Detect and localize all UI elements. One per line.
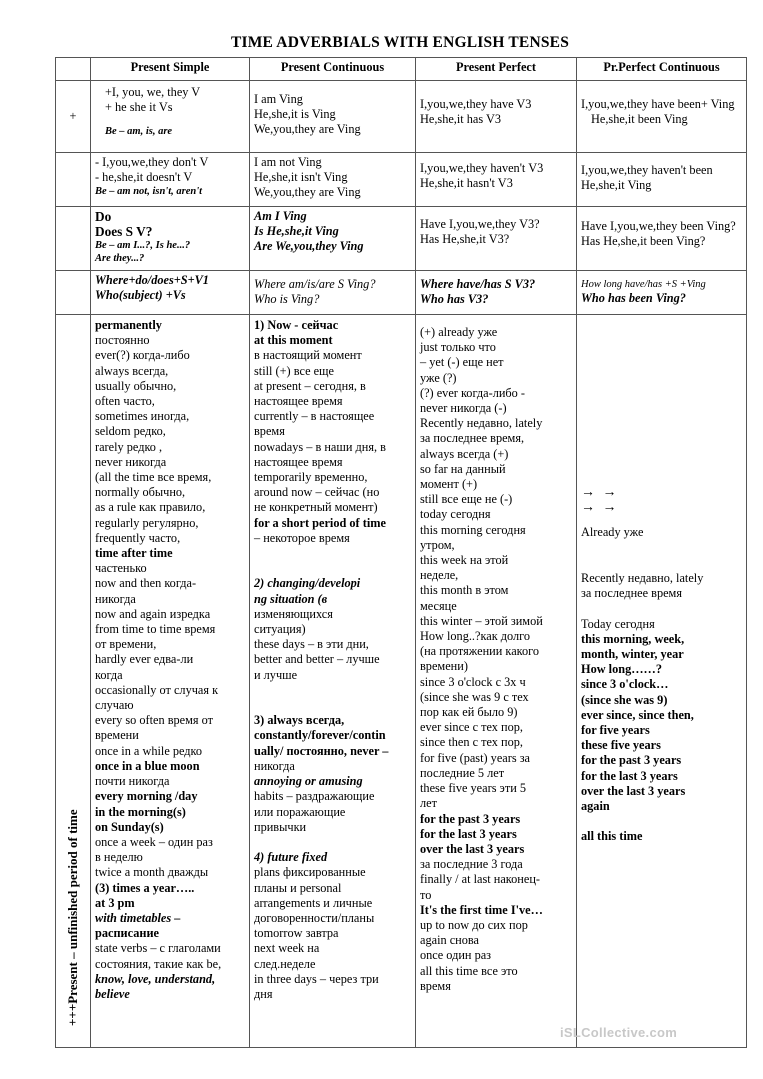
formula-line: How long have/has +S +Ving bbox=[581, 279, 706, 290]
adverb-line: over the last 3 years bbox=[420, 841, 525, 856]
adverb-line: времени bbox=[95, 728, 139, 743]
adverb-line: никогда bbox=[95, 591, 136, 606]
negative-row bbox=[56, 153, 747, 207]
adverb-line: habits – раздражающие bbox=[254, 789, 375, 804]
adverb-line: from time to time время bbox=[95, 622, 216, 637]
formula-line: He,she,it Ving bbox=[581, 178, 652, 193]
adverb-line: состояния, такие как be, bbox=[95, 956, 222, 971]
adverb-line: ever since, since then, bbox=[581, 707, 694, 722]
adverb-line: договоренности/планы bbox=[254, 910, 375, 925]
adverb-line: once in a while редко bbox=[95, 743, 203, 758]
adverb-line: (since she was 9) bbox=[581, 692, 668, 707]
formula-line: We,you,they are Ving bbox=[254, 122, 361, 137]
formula-line: Who has V3? bbox=[420, 292, 489, 307]
adverb-line: за последнее время, bbox=[420, 431, 525, 446]
adverb-line: regularly регулярно, bbox=[95, 515, 199, 530]
question-row bbox=[56, 207, 747, 271]
adverb-line bbox=[254, 698, 411, 713]
adverb-line: once a week – один раз bbox=[95, 834, 213, 849]
adverb-line: настоящее время bbox=[254, 454, 343, 469]
adverb-line: 2) changing/developi bbox=[254, 576, 361, 591]
adverb-line: 4) future fixed bbox=[254, 850, 328, 865]
adverb-line: finally / at last наконец- bbox=[420, 872, 541, 887]
side-label-cell bbox=[56, 315, 91, 1048]
adverb-line: (since she was 9 с тех bbox=[420, 689, 529, 704]
adverb-line: temporarily временно, bbox=[254, 470, 368, 485]
header-present-simple: Present Simple bbox=[91, 58, 250, 81]
formula-line: I am not Ving bbox=[254, 155, 322, 169]
adverb-line bbox=[254, 835, 411, 850]
formula-line: Am I Ving bbox=[254, 209, 307, 223]
formula-line: I,you,we,they have V3 bbox=[420, 97, 532, 111]
adverb-line: утром, bbox=[420, 537, 455, 552]
adverb-line: plans фиксированные bbox=[254, 865, 366, 880]
adverb-line bbox=[581, 814, 742, 829]
adverb-line: почти никогда bbox=[95, 774, 170, 789]
adverb-line: ever since с тех пор, bbox=[420, 720, 523, 735]
adverb-line: for the past 3 years bbox=[581, 753, 682, 768]
adverb-line: today сегодня bbox=[420, 507, 491, 522]
formula-line: Be – am I...?, Is he...? bbox=[95, 240, 191, 252]
adverb-line: always всегда (+) bbox=[420, 446, 509, 461]
adverb-line: Already уже bbox=[581, 525, 644, 540]
adverb-line: never никогда (-) bbox=[420, 401, 507, 416]
header-present-continuous: Present Continuous bbox=[250, 58, 416, 81]
wh-perfect bbox=[416, 271, 577, 315]
adverb-line: ever(?) когда-либо bbox=[95, 348, 190, 363]
formula-line: Where am/is/are S Ving? bbox=[254, 277, 376, 291]
question-perf-cont bbox=[577, 207, 747, 271]
adverb-line: month, winter, year bbox=[581, 647, 684, 662]
adverb-line: месяце bbox=[420, 598, 457, 613]
adverb-line: неделе, bbox=[420, 568, 459, 583]
affirmative-perfect bbox=[416, 81, 577, 153]
formula-line: Does S V? bbox=[95, 224, 153, 240]
negative-perfect bbox=[416, 153, 577, 207]
adverb-line: It's the first time I've… bbox=[420, 902, 543, 917]
adverb-line bbox=[581, 601, 742, 616]
adverb-line: за последнее время bbox=[581, 586, 682, 601]
adverb-line: – yet (-) еще нет bbox=[420, 355, 504, 370]
adverb-line: уже (?) bbox=[420, 370, 457, 385]
formula-line: +I, you, we, they V bbox=[105, 85, 201, 99]
adverb-line: up to now до сих пор bbox=[420, 917, 528, 932]
adverb-line: this morning, week, bbox=[581, 631, 685, 646]
adverb-line: момент (+) bbox=[420, 477, 478, 492]
formula-line: I,you,we,they have been+ Ving bbox=[581, 97, 735, 111]
side-label: +++Present – unfinished period of time bbox=[65, 809, 80, 1026]
adverb-line: in the morning(s) bbox=[95, 804, 186, 819]
adverb-line: twice a month дважды bbox=[95, 865, 209, 880]
adverb-line: since 3 o'clock с 3х ч bbox=[420, 674, 526, 689]
adverb-line: то bbox=[420, 887, 432, 902]
adverb-line: all this time bbox=[581, 829, 643, 844]
adverb-line: permanently bbox=[95, 318, 162, 332]
adverb-line: on Sunday(s) bbox=[95, 819, 164, 834]
formula-line: Are they...? bbox=[95, 253, 145, 265]
adverb-line: время bbox=[254, 424, 285, 439]
adverbs-row bbox=[56, 315, 747, 1048]
formula-line: Who(subject) +Vs bbox=[95, 288, 186, 303]
corner-cell bbox=[56, 58, 91, 81]
adverb-line: (all the time все время, bbox=[95, 470, 212, 485]
adverbs-perf-cont bbox=[577, 315, 747, 1048]
adverb-line: at 3 pm bbox=[95, 895, 135, 910]
adverb-line: случаю bbox=[95, 698, 134, 713]
adverb-line: sometimes иногда, bbox=[95, 409, 190, 424]
adverbs-perfect bbox=[416, 315, 577, 1048]
adverb-line: ситуация) bbox=[254, 622, 306, 637]
wh-continuous bbox=[250, 271, 416, 315]
adverb-line: often часто, bbox=[95, 394, 155, 409]
adverb-line: когда bbox=[95, 667, 123, 682]
formula-line: Have I,you,we,they V3? bbox=[420, 217, 540, 231]
tenses-table bbox=[55, 57, 747, 1048]
formula-line: Has He,she,it V3? bbox=[420, 232, 510, 247]
adverb-line: just только что bbox=[420, 340, 496, 355]
wh-question-label bbox=[56, 271, 91, 315]
adverb-line: for a short period of time bbox=[254, 515, 386, 530]
formula-line: Where+do/does+S+V1 bbox=[95, 273, 209, 287]
adverb-line: since then с тех пор, bbox=[420, 735, 523, 750]
adverb-line: for five years bbox=[581, 723, 650, 738]
adverb-line: и лучше bbox=[254, 667, 298, 682]
question-perfect bbox=[416, 207, 577, 271]
watermark: iSLCollective.com bbox=[560, 1025, 678, 1040]
adverb-line: nowadays – в наши дня, в bbox=[254, 439, 386, 454]
adverb-line: never никогда bbox=[95, 454, 167, 469]
formula-line: Be – am, is, are bbox=[105, 126, 173, 138]
adverb-line: 3) always всегда, bbox=[254, 713, 345, 728]
formula-line: - I,you,we,they don't V bbox=[95, 155, 209, 169]
adverb-line: again bbox=[581, 799, 610, 814]
adverb-line bbox=[254, 561, 411, 576]
adverb-line: this winter – этой зимой bbox=[420, 613, 543, 628]
adverb-line: пор как ей было 9) bbox=[420, 705, 518, 720]
adverb-line: frequently часто, bbox=[95, 530, 181, 545]
adverb-line: никогда bbox=[254, 758, 295, 773]
adverb-line: usually обычно, bbox=[95, 378, 177, 393]
negative-label bbox=[56, 153, 91, 207]
wh-perf-cont bbox=[577, 271, 747, 315]
adverb-line: for the last 3 years bbox=[581, 768, 678, 783]
formula-line: We,you,they are Ving bbox=[254, 185, 361, 200]
formula-line: I am Ving bbox=[254, 92, 303, 106]
arrow-marker: → → bbox=[581, 485, 619, 500]
adverb-line: rarely редко , bbox=[95, 439, 163, 454]
formula-line: + he she it Vs bbox=[105, 100, 173, 115]
adverb-line: seldom редко, bbox=[95, 424, 166, 439]
adverb-line: Today сегодня bbox=[581, 616, 655, 631]
adverb-line: привычки bbox=[254, 819, 307, 834]
adverb-line: лет bbox=[420, 796, 437, 811]
adverb-line: every so often время от bbox=[95, 713, 214, 728]
affirmative-row bbox=[56, 81, 747, 153]
adverb-line: (3) times a year….. bbox=[95, 880, 195, 895]
adverb-line: for five (past) years за bbox=[420, 750, 531, 765]
adverb-line bbox=[581, 556, 742, 571]
formula-line: Have I,you,we,they been Ving? bbox=[581, 219, 736, 233]
question-continuous bbox=[250, 207, 416, 271]
question-simple bbox=[91, 207, 250, 271]
adverb-line: Recently недавно, lately bbox=[420, 416, 543, 431]
adverb-line: ng situation (в bbox=[254, 591, 328, 606]
adverb-line: at this moment bbox=[254, 333, 333, 348]
formula-line: Has He,she,it been Ving? bbox=[581, 234, 706, 249]
adverb-line: изменяющихся bbox=[254, 606, 333, 621]
formula-line: Who is Ving? bbox=[254, 292, 320, 307]
adverb-line bbox=[254, 683, 411, 698]
adverb-line: once in a blue moon bbox=[95, 758, 200, 773]
adverb-line: all this time все это bbox=[420, 963, 518, 978]
adverb-line: частенько bbox=[95, 561, 147, 576]
formula-line: Who has been Ving? bbox=[581, 291, 686, 305]
adverb-line: time after time bbox=[95, 546, 173, 561]
adverb-line: время bbox=[420, 978, 451, 993]
adverb-line: still все еще не (-) bbox=[420, 492, 513, 507]
wh-question-row bbox=[56, 271, 747, 315]
formula-line: I,you,we,they haven't V3 bbox=[420, 161, 544, 175]
adverb-line: за последние 3 года bbox=[420, 857, 523, 872]
adverb-line: в настоящий момент bbox=[254, 348, 362, 363]
header-row bbox=[56, 58, 747, 81]
adverb-line: 1) Now - сейчас bbox=[254, 318, 339, 332]
formula-line: He,she,it is Ving bbox=[254, 107, 336, 122]
formula-line: Be – am not, isn't, aren't bbox=[95, 186, 203, 198]
adverb-line: дня bbox=[254, 986, 273, 1001]
adverb-line: since 3 o'clock… bbox=[581, 677, 669, 692]
adverb-line: последние 5 лет bbox=[420, 765, 505, 780]
adverb-line: in three days – через три bbox=[254, 971, 379, 986]
adverb-line: настоящее время bbox=[254, 394, 343, 409]
formula-line: He,she,it hasn't V3 bbox=[420, 176, 513, 191]
adverb-line: планы и personal bbox=[254, 880, 342, 895]
adverb-line: (на протяжении какого bbox=[420, 644, 540, 659]
adverb-line: след.неделе bbox=[254, 956, 316, 971]
adverb-line: ually/ постоянно, never – bbox=[254, 743, 389, 758]
arrow-marker: → → bbox=[581, 500, 619, 516]
adverb-line: в неделю bbox=[95, 850, 143, 865]
adverb-line: know, love, understand, bbox=[95, 971, 216, 986]
adverb-line: for the last 3 years bbox=[420, 826, 517, 841]
adverb-line: hardly ever едва-ли bbox=[95, 652, 194, 667]
adverb-line: as a rule как правило, bbox=[95, 500, 206, 515]
adverb-line: at present – сегодня, в bbox=[254, 378, 366, 393]
affirmative-continuous bbox=[250, 81, 416, 153]
header-perfect-continuous: Pr.Perfect Continuous bbox=[577, 58, 747, 81]
adverb-line: или поражающие bbox=[254, 804, 346, 819]
formula-line: He,she,it has V3 bbox=[420, 112, 502, 127]
adverb-line: still (+) все еще bbox=[254, 363, 334, 378]
formula-line: He,she,it isn't Ving bbox=[254, 170, 348, 185]
affirmative-label: + bbox=[56, 81, 91, 153]
adverb-line: currently – в настоящее bbox=[254, 409, 375, 424]
adverb-line: постоянно bbox=[95, 333, 150, 348]
adverb-line: with timetables – bbox=[95, 910, 181, 925]
adverb-line: normally обычно, bbox=[95, 485, 186, 500]
adverb-line: these five years bbox=[581, 738, 661, 753]
adverb-line: believe bbox=[95, 986, 130, 1001]
adverb-line: constantly/forever/contin bbox=[254, 728, 386, 743]
formula-line: Do bbox=[95, 209, 112, 224]
adverbs-simple bbox=[91, 315, 250, 1048]
adverb-line: for the past 3 years bbox=[420, 811, 521, 826]
adverb-line: better and better – лучше bbox=[254, 652, 380, 667]
adverb-line: once один раз bbox=[420, 948, 492, 963]
adverb-line: again снова bbox=[420, 933, 479, 948]
formula-line: He,she,it been Ving bbox=[591, 112, 688, 127]
page-title: TIME ADVERBIALS WITH ENGLISH TENSES bbox=[230, 34, 570, 51]
adverb-line bbox=[581, 541, 742, 556]
formula-line: Are We,you,they Ving bbox=[254, 239, 364, 254]
adverb-line: every morning /day bbox=[95, 789, 198, 804]
adverb-line: annoying or amusing bbox=[254, 774, 363, 789]
affirmative-perf-cont bbox=[577, 81, 747, 153]
adverb-line: (?) ever когда-либо - bbox=[420, 385, 525, 400]
adverb-line: How long..?как долго bbox=[420, 629, 531, 644]
formula-line: - he,she,it doesn't V bbox=[95, 170, 193, 185]
adverb-line: these five years эти 5 bbox=[420, 781, 527, 796]
adverb-line: now and again изредка bbox=[95, 606, 211, 621]
adverb-line: arrangements и личные bbox=[254, 895, 373, 910]
adverb-line: now and then когда- bbox=[95, 576, 197, 591]
adverb-line: so far на данный bbox=[420, 461, 506, 476]
adverb-line bbox=[254, 546, 411, 561]
wh-simple bbox=[91, 271, 250, 315]
adverb-line: времени) bbox=[420, 659, 468, 674]
perf-cont-adverb-list bbox=[581, 525, 742, 844]
adverb-line: next week на bbox=[254, 941, 320, 956]
adverb-line: How long……? bbox=[581, 662, 662, 677]
formula-line: Where have/has S V3? bbox=[420, 277, 536, 291]
adverb-line: state verbs – с глаголами bbox=[95, 941, 221, 956]
negative-simple bbox=[91, 153, 250, 207]
adverb-line: не конкретный момент) bbox=[254, 500, 378, 515]
adverb-line: this month в этом bbox=[420, 583, 509, 598]
adverb-line: this week на этой bbox=[420, 553, 509, 568]
adverb-line: around now – сейчас (но bbox=[254, 485, 380, 500]
adverb-line: always всегда, bbox=[95, 363, 169, 378]
negative-perf-cont bbox=[577, 153, 747, 207]
affirmative-simple bbox=[91, 81, 250, 153]
adverb-line: от времени, bbox=[95, 637, 157, 652]
adverb-line: (+) already уже bbox=[420, 325, 498, 339]
question-label bbox=[56, 207, 91, 271]
adverb-line: Recently недавно, lately bbox=[581, 571, 704, 586]
adverb-line: расписание bbox=[95, 926, 160, 941]
adverb-line: tomorrow завтра bbox=[254, 926, 339, 941]
adverb-line: – некоторое время bbox=[254, 530, 350, 545]
adverb-line: this morning сегодня bbox=[420, 522, 526, 537]
formula-line: Is He,she,it Ving bbox=[254, 224, 339, 239]
adverbs-continuous bbox=[250, 315, 416, 1048]
header-present-perfect: Present Perfect bbox=[416, 58, 577, 81]
adverb-line: these days – в эти дни, bbox=[254, 637, 369, 652]
formula-line: I,you,we,they haven't been bbox=[581, 163, 713, 177]
adverb-line: occasionally от случая к bbox=[95, 682, 219, 697]
adverb-line: over the last 3 years bbox=[581, 783, 686, 798]
negative-continuous bbox=[250, 153, 416, 207]
